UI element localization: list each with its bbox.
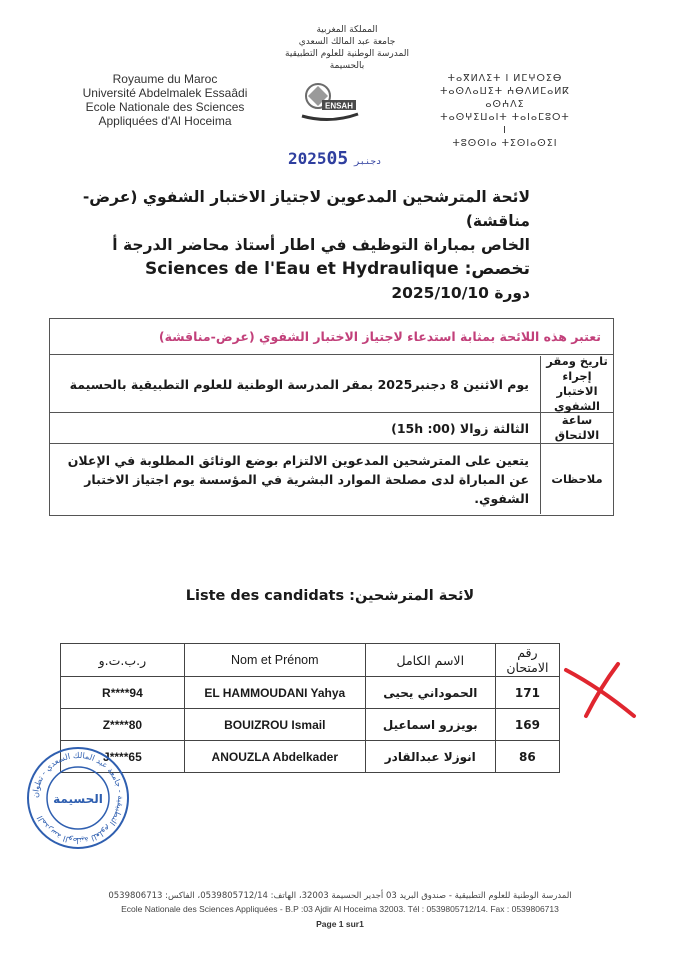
header-fr-line: Royaume du Maroc: [112, 72, 218, 86]
row-label: ساعة الالتحاق: [540, 413, 613, 443]
convocation-box: [49, 318, 614, 516]
footer: [60, 890, 620, 916]
title-line-specialty: تخصص: Sciences de l'Eau et Hydraulique: [145, 259, 530, 279]
header-ar-line: جامعة عبد المالك السعدي: [298, 37, 396, 47]
cell-id: R****94: [61, 677, 185, 709]
document-titles: [60, 185, 530, 305]
footer-arabic: المدرسة الوطنية للعلوم التطبيقية - صندوق البريد 03 أجدير الحسيمة 32003، الهاتف: 0539805712/14، الفاكس: 0539806713: [108, 891, 572, 901]
table-row: [61, 709, 560, 741]
candidates-table: [60, 643, 560, 773]
cell-name-ar: انوزلا عبدالقادر: [365, 741, 495, 773]
header-name-ar: الاسم الكامل: [365, 644, 495, 677]
red-cross-mark-icon: [560, 660, 640, 720]
row-value: يوم الاثنين 8 دجنبر2025 بمقر المدرسة الوطنية للعلوم التطبيقية بالحسيمة: [69, 376, 529, 392]
cell-name-fr: EL HAMMOUDANI Yahya: [184, 677, 365, 709]
title-line: لائحة المترشحين المدعوين لاجتياز الاختبار الشفوي (عرض-مناقشة): [82, 188, 530, 230]
header-name-fr: Nom et Prénom: [184, 644, 365, 677]
row-label: ملاحظات: [540, 444, 613, 514]
official-seal: [26, 746, 130, 850]
header-fr-line: Appliquées d'Al Hoceima: [98, 114, 232, 128]
cell-id: J****65: [61, 741, 185, 773]
seal-outer-text: المدرسة الوطنية للعلوم التطبيقية - جامعة عبد المالك السعدي - تطوان: [30, 750, 126, 846]
page-number: Page 1 sur1: [316, 919, 364, 929]
convocation-row-time: [50, 413, 613, 444]
cell-name-ar: الحموداني يحيى: [365, 677, 495, 709]
header-tif-line: ⵜⵓⵙⵙⵏⴰ ⵜⵉⵙⵏⴰⵙⵉⵏ: [452, 138, 558, 149]
cell-name-ar: بويزرو اسماعيل: [365, 709, 495, 741]
row-value: الثالثة زوالا (15h :00): [391, 420, 529, 436]
cell-name-fr: BOUIZROU Ismail: [184, 709, 365, 741]
seal-center-text: الحسيمة: [53, 792, 103, 806]
table-row: [61, 677, 560, 709]
school-logo: [298, 80, 362, 124]
convocation-header: تعتبر هذه اللائحة بمثابة استدعاء لاجتياز الاختبار الشفوي (عرض-مناقشة): [50, 319, 613, 355]
table-header-row: [61, 644, 560, 677]
header-french: [70, 72, 260, 128]
title-line: الخاص بمباراة التوظيف في اطار أستاذ محاضر الدرجة أ: [112, 236, 530, 254]
header-fr-line: Ecole Nationale des Sciences: [85, 100, 245, 114]
title-line-session: دورة 2025/10/10: [391, 284, 530, 302]
header-tif-line: ⵜⴰⵙⴷⴰⵡⵉⵜ ⵄⴱⴷⵍⵎⴰⵍⴽ ⴰⵙⵄⴷⵉ: [440, 86, 570, 110]
footer-french: Ecole Nationale des Sciences Appliquées - B.P :03 Ajdir Al Hoceima 32003. Tél : 0539805712/14. Fax : 0539806713: [121, 904, 559, 914]
convocation-row-notes: [50, 444, 613, 514]
date-stamp-day: 05: [326, 148, 349, 169]
header-arabic: [272, 24, 422, 72]
cell-exam-number: 86: [495, 741, 559, 773]
header-exam-number: رقم الامتحان: [495, 644, 559, 677]
header-tifinagh: [440, 72, 570, 150]
cell-exam-number: 169: [495, 709, 559, 741]
header-tif-line: ⵜⴰⴳⵍⴷⵉⵜ ⵏ ⵍⵎⵖⵔⵉⴱ: [447, 73, 563, 84]
list-title: لائحة المترشحين: Liste des candidats: [185, 588, 475, 604]
header-fr-line: Université Abdelmalek Essaâdi: [82, 86, 248, 100]
row-value: يتعين على المترشحين المدعوين الالتزام بوضع الوثائق المطلوبة في الإعلان عن المباراة لدى مصلحة الموارد البشرية في المؤسسة يوم اجتياز الاختبار الشفوي.: [67, 452, 529, 506]
cell-exam-number: 171: [495, 677, 559, 709]
header-id: ر.ب.ت.و: [61, 644, 185, 677]
header-ar-line: المملكة المغربية: [316, 25, 378, 35]
date-stamp-year: 2025: [288, 149, 327, 168]
date-stamp-month: دجنبر: [354, 157, 382, 167]
cell-name-fr: ANOUZLA Abdelkader: [184, 741, 365, 773]
cell-id: Z****80: [61, 709, 185, 741]
date-stamp: [288, 148, 387, 169]
convocation-row-date: [50, 356, 613, 413]
header-tif-line: ⵜⴰⵙⵖⵉⵡⴰⵏⵜ ⵜⴰⵏⴰⵎⵓⵔⵜ ⵏ: [440, 112, 570, 136]
table-row: [61, 741, 560, 773]
row-label: تاريخ ومقر إجراء الاختبار الشفوي: [540, 356, 613, 412]
header-ar-line: المدرسة الوطنية للعلوم التطبيقية بالحسيمة: [285, 49, 409, 71]
logo-text: ENSAH: [324, 101, 354, 111]
